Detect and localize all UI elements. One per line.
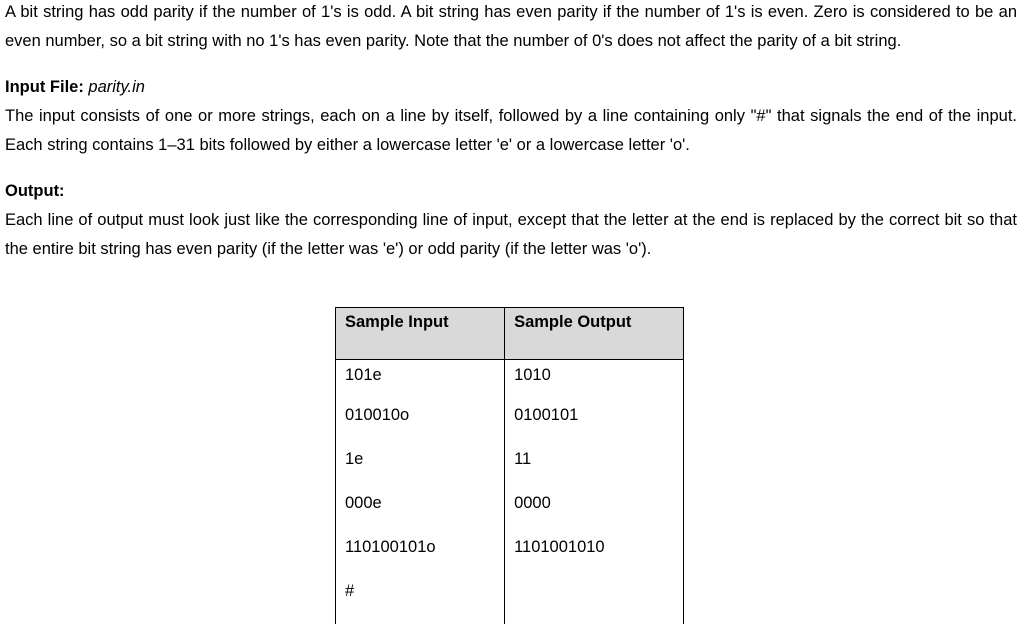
table-row <box>336 448 684 492</box>
sample-output-cell: 0100101 <box>505 404 684 448</box>
sample-input-header: Sample Input <box>336 308 505 360</box>
sample-output-cell <box>505 580 684 624</box>
sample-output-cell: 0000 <box>505 492 684 536</box>
input-description: The input consists of one or more strings, each on a line by itself, followed by a line containing only "#" that signals the end of the input. Each string contains 1–31 bits followed by either a lowercase letter 'e' or a lowercase letter 'o'. <box>5 107 1017 154</box>
intro-paragraph: A bit string has odd parity if the number of 1's is odd. A bit string has even parity if the number of 1's is even. Zero is considered to be an even number, so a bit string with no 1's has even parity. Note that the number of 0's does not affect the parity of a bit string. <box>5 3 1017 50</box>
sample-input-cell: 010010o <box>336 404 505 448</box>
input-file-heading <box>5 73 1017 102</box>
problem-statement <box>5 0 1017 264</box>
table-row <box>336 404 684 448</box>
sample-input-cell: # <box>336 580 505 624</box>
sample-output-cell: 11 <box>505 448 684 492</box>
output-heading <box>5 177 1017 206</box>
table-header-row <box>336 308 684 360</box>
sample-input-cell: 1e <box>336 448 505 492</box>
output-description: Each line of output must look just like the corresponding line of input, except that the letter at the end is replaced by the correct bit so that the entire bit string has even parity (if the letter was 'e') or odd parity (if the letter was 'o'). <box>5 211 1017 258</box>
sample-output-header: Sample Output <box>505 308 684 360</box>
output-label: Output: <box>5 182 65 200</box>
table-row <box>336 492 684 536</box>
input-file-section <box>5 73 1017 160</box>
table-row <box>336 360 684 405</box>
table-row <box>336 580 684 624</box>
sample-output-cell: 1010 <box>505 360 684 405</box>
table-row <box>336 536 684 580</box>
input-file-name: parity.in <box>88 78 145 96</box>
output-section <box>5 177 1017 264</box>
sample-input-cell: 101e <box>336 360 505 405</box>
sample-input-cell: 000e <box>336 492 505 536</box>
input-file-label: Input File: <box>5 78 84 96</box>
sample-input-cell: 110100101o <box>336 536 505 580</box>
sample-output-cell: 1101001010 <box>505 536 684 580</box>
sample-table <box>335 307 684 624</box>
